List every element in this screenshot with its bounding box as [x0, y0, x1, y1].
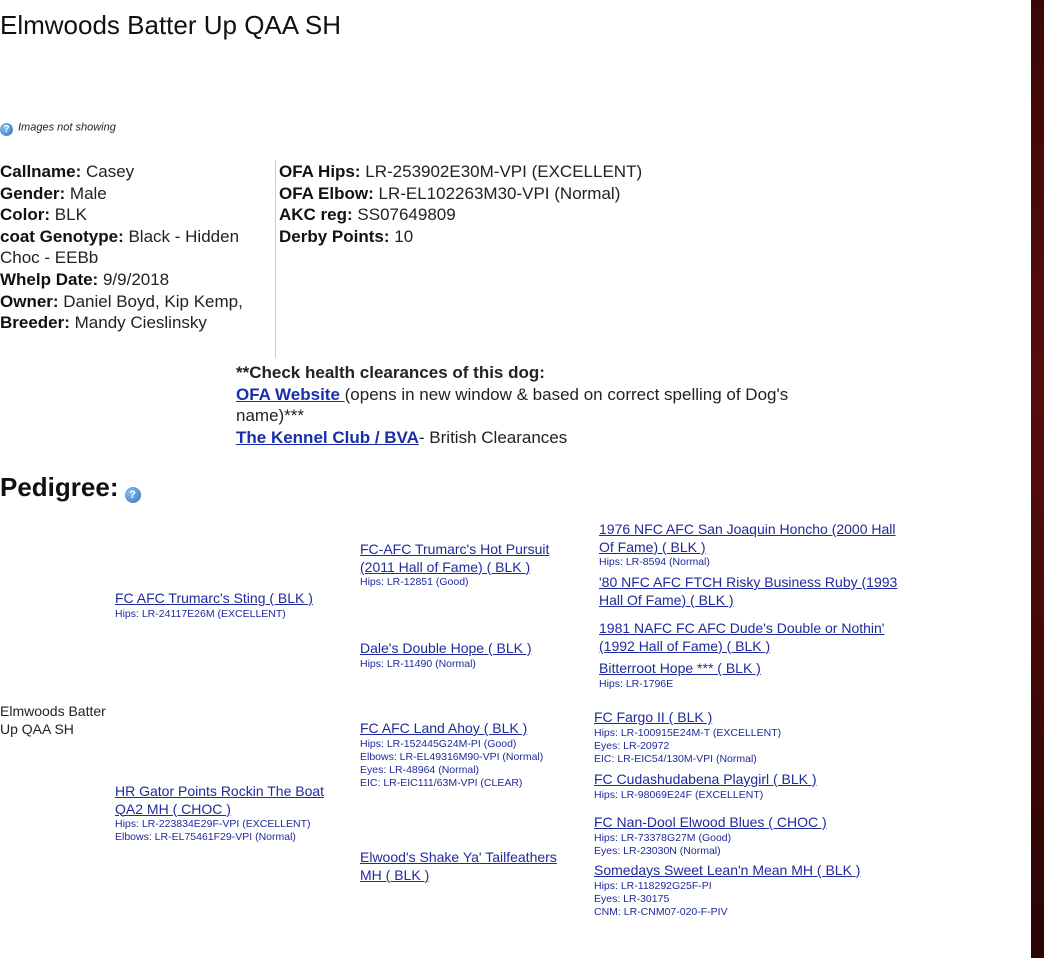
pedigree-dog-link[interactable]: HR Gator Points Rockin The Boat QA2 MH ( CHOC ): [115, 783, 325, 817]
pedigree-dog-link[interactable]: FC AFC Trumarc's Sting ( BLK ): [115, 590, 313, 606]
images-not-showing-label: Images not showing: [18, 121, 116, 134]
akc-reg-row: AKC reg: SS07649809: [279, 205, 456, 225]
pedigree-clearance: Hips: LR-11490 (Normal): [360, 657, 476, 670]
pedigree-dam-sire: [360, 720, 575, 791]
dog-title: Elmwoods Batter Up QAA SH: [0, 10, 342, 40]
pedigree-sdd: [599, 660, 899, 691]
window-edge-bar: [1031, 0, 1044, 958]
pedigree-clearance: Eyes: LR-23030N (Normal): [594, 844, 721, 857]
pedigree-clearance: Eyes: LR-30175: [594, 892, 670, 905]
health-heading: **Check health clearances of this dog:: [236, 363, 545, 382]
gender-row: Gender: Male: [0, 183, 107, 203]
pedigree-clearance: Hips: LR-8594 (Normal): [599, 556, 710, 568]
pedigree-dog-link[interactable]: FC Nan-Dool Elwood Blues ( CHOC ): [594, 814, 827, 830]
pedigree-dog-link[interactable]: FC AFC Land Ahoy ( BLK ): [360, 720, 528, 736]
pedigree-clearance: Elbows: LR-EL49316M90-VPI (Normal): [360, 750, 544, 763]
pedigree-dog-link[interactable]: Elwood's Shake Ya' Tailfeathers MH ( BLK ): [360, 849, 557, 883]
pedigree-clearance: Hips: LR-118292G25F-PI: [594, 879, 712, 892]
pedigree-dog-link[interactable]: '80 NFC AFC FTCH Risky Business Ruby (1993 Hall Of Fame) ( BLK ): [599, 574, 898, 608]
pedigree-sire-dam: [360, 640, 575, 671]
ofa-note: (opens in new window & based on correct spelling of Dog's name)***: [236, 384, 789, 426]
pedigree-heading: Pedigree: ?: [0, 472, 141, 503]
kennel-club-note: - British Clearances: [418, 427, 568, 447]
info-divider: [275, 160, 276, 358]
pedigree-clearance: EIC: LR-EIC54/130M-VPI (Normal): [594, 753, 757, 766]
pedigree-clearance: Hips: LR-98069E24F (EXCELLENT): [594, 788, 764, 801]
pedigree-dam: [115, 783, 350, 845]
coat-genotype-row: coat Genotype: Black - Hidden Choc - EEBb: [0, 226, 240, 268]
pedigree-ddd: [594, 862, 894, 919]
pedigree-dsd: [594, 771, 894, 802]
pedigree-dog-link[interactable]: 1981 NAFC FC AFC Dude's Double or Nothin' (1992 Hall of Fame) ( BLK ): [599, 620, 885, 654]
pedigree-dss: [594, 709, 894, 766]
pedigree-dog-link[interactable]: FC Fargo II ( BLK ): [594, 709, 713, 725]
pedigree-sire-sire: [360, 541, 575, 589]
pedigree-clearance: Hips: LR-1796E: [599, 677, 674, 690]
pedigree-clearance: Hips: LR-73378G27M (Good): [594, 831, 732, 844]
help-icon[interactable]: ?: [0, 123, 13, 136]
pedigree-dog-link[interactable]: FC Cudashudabena Playgirl ( BLK ): [594, 771, 817, 787]
whelp-date-row: Whelp Date: 9/9/2018: [0, 269, 170, 289]
pedigree-root: Elmwoods Batter Up QAA SH: [0, 703, 106, 737]
pedigree-clearance: Eyes: LR-20972: [594, 739, 670, 752]
pedigree-clearance: Hips: LR-12851 (Good): [360, 576, 469, 588]
pedigree-dog-link[interactable]: Bitterroot Hope *** ( BLK ): [599, 660, 761, 676]
pedigree-clearance: CNM: LR-CNM07-020-F-PIV: [594, 906, 728, 919]
health-clearances: [236, 362, 836, 448]
kennel-club-link[interactable]: The Kennel Club / BVA: [236, 427, 419, 447]
derby-points-row: Derby Points: 10: [279, 226, 414, 246]
images-not-showing-note[interactable]: [0, 121, 116, 134]
pedigree-clearance: Hips: LR-152445G24M-PI (Good): [360, 737, 517, 750]
pedigree-dog-link[interactable]: FC-AFC Trumarc's Hot Pursuit (2011 Hall of Fame) ( BLK ): [360, 541, 550, 575]
pedigree-clearance: Hips: LR-24117E26M (EXCELLENT): [115, 607, 286, 620]
pedigree-dog-link[interactable]: 1976 NFC AFC San Joaquin Honcho (2000 Hall Of Fame) ( BLK ): [599, 521, 896, 555]
pedigree-sss: [599, 521, 899, 569]
pedigree-dam-dam: [360, 849, 575, 884]
ofa-elbow-row: OFA Elbow: LR-EL102263M30-VPI (Normal): [279, 183, 621, 203]
pedigree-clearance: Hips: LR-100915E24M-T (EXCELLENT): [594, 726, 782, 739]
help-icon[interactable]: ?: [125, 487, 141, 503]
pedigree-dog-link[interactable]: Somedays Sweet Lean'n Mean MH ( BLK ): [594, 862, 861, 878]
ofa-website-link[interactable]: OFA Website: [236, 384, 345, 404]
callname-row: Callname: Casey: [0, 162, 135, 181]
pedigree-clearance: Eyes: LR-48964 (Normal): [360, 764, 480, 777]
breeder-row: Breeder: Mandy Cieslinsky: [0, 313, 207, 333]
owner-row: Owner: Daniel Boyd, Kip Kemp,: [0, 291, 243, 311]
pedigree-sds: [599, 620, 899, 655]
pedigree-clearance: Elbows: LR-EL75461F29-VPI (Normal): [115, 831, 296, 844]
color-row: Color: BLK: [0, 205, 87, 225]
dog-info-left: [0, 161, 252, 334]
pedigree-clearance: EIC: LR-EIC111/63M-VPI (CLEAR): [360, 777, 523, 790]
pedigree-ssd: [599, 574, 899, 609]
ofa-hips-row: OFA Hips: LR-253902E30M-VPI (EXCELLENT): [279, 162, 643, 181]
pedigree-dog-link[interactable]: Dale's Double Hope ( BLK ): [360, 640, 532, 656]
dog-info-right: [279, 161, 699, 247]
pedigree-sire: [115, 590, 350, 621]
pedigree-clearance: Hips: LR-223834E29F-VPI (EXCELLENT): [115, 818, 311, 830]
pedigree-dds: [594, 814, 894, 858]
